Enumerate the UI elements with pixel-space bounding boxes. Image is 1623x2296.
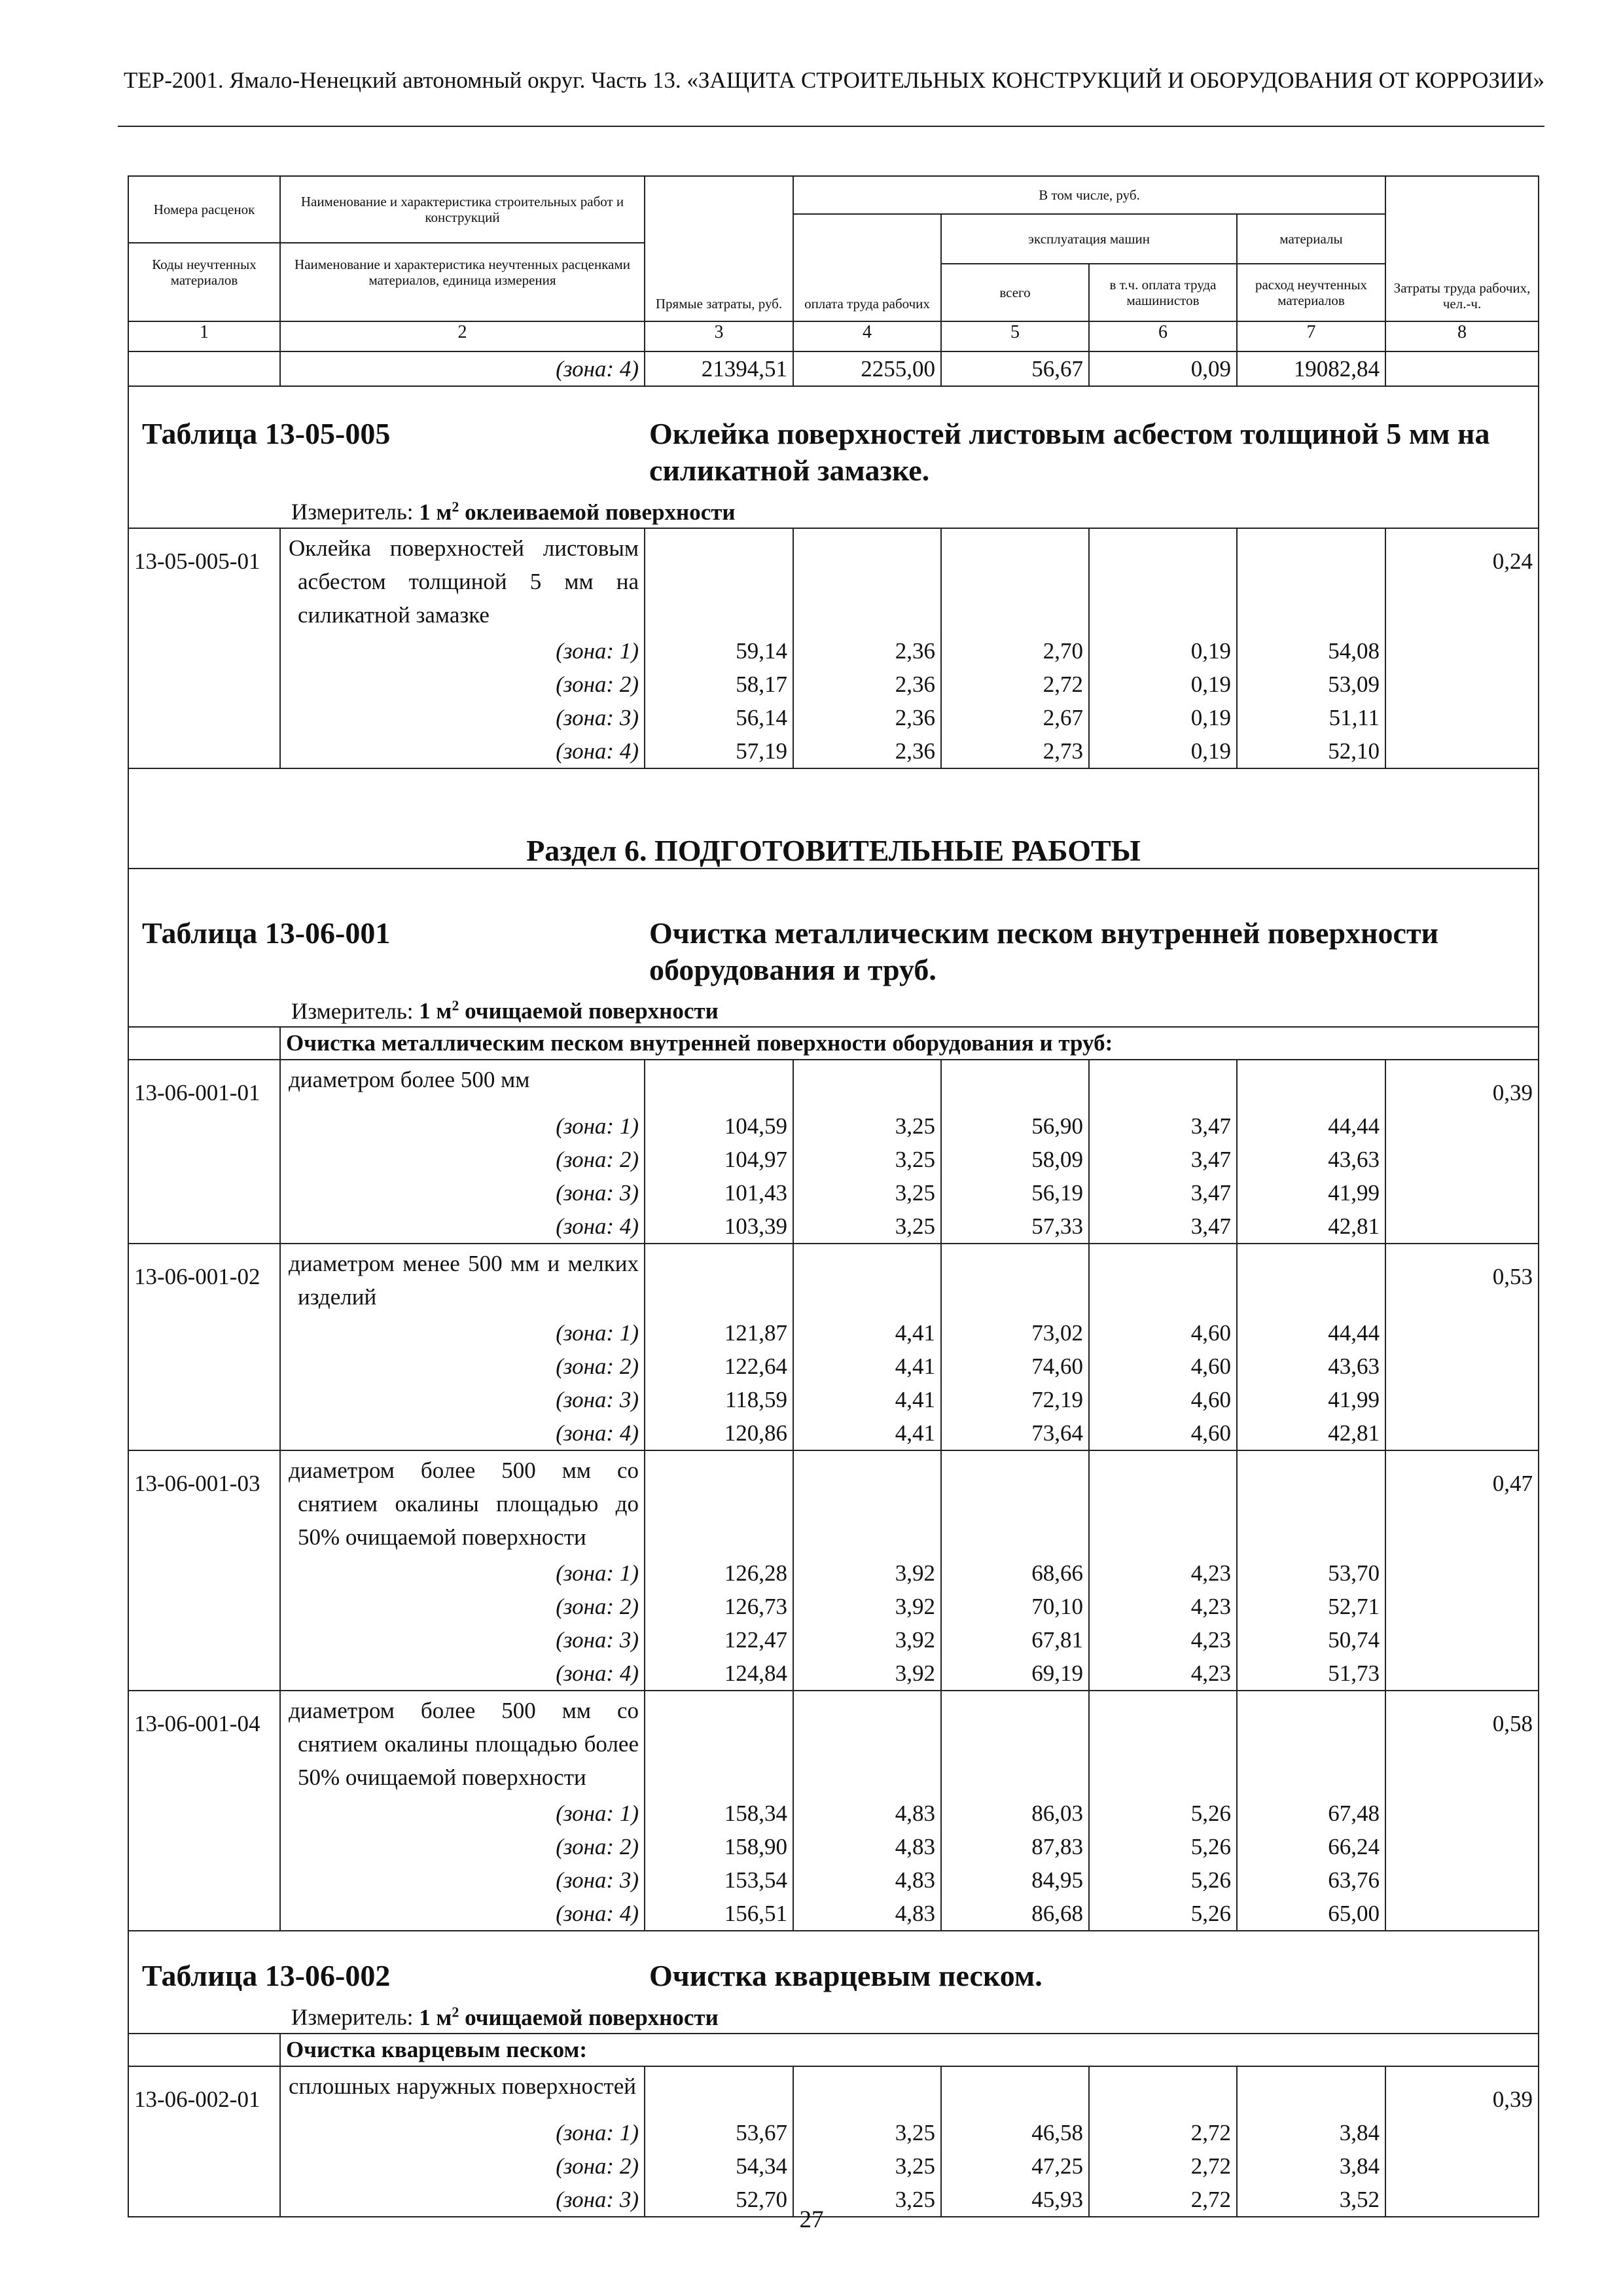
materials-cost: 66,24 bbox=[1237, 1830, 1385, 1863]
table-number: Таблица 13-05-005 bbox=[142, 417, 391, 450]
zone-row bbox=[128, 634, 1539, 668]
zone-label: (зона: 3) bbox=[280, 2183, 645, 2217]
materials-cost: 67,48 bbox=[1237, 1797, 1385, 1830]
section-title: Раздел 6. ПОДГОТОВИТЕЛЬНЫЕ РАБОТЫ bbox=[526, 833, 1141, 867]
direct-cost: 53,67 bbox=[645, 2116, 793, 2149]
materials-header: материалы bbox=[1237, 214, 1385, 264]
rate-row bbox=[128, 1691, 1539, 1797]
direct-cost: 158,34 bbox=[645, 1797, 793, 1830]
materials-cost: 44,44 bbox=[1237, 1316, 1385, 1350]
rate-description: Оклейка поверхностей листовым асбестом толщиной 5 мм на силикатной замазке bbox=[280, 528, 645, 634]
machines-total: 46,58 bbox=[941, 2116, 1089, 2149]
labor-pay: 2,36 bbox=[793, 668, 941, 701]
direct-cost: 104,59 bbox=[645, 1109, 793, 1143]
materials-cost: 41,99 bbox=[1237, 1176, 1385, 1210]
materials-cost: 43,63 bbox=[1237, 1350, 1385, 1383]
operators-pay: 5,26 bbox=[1089, 1863, 1237, 1897]
table-title-row bbox=[128, 1931, 1539, 2033]
zone-row bbox=[128, 1657, 1539, 1691]
zone-row bbox=[128, 734, 1539, 768]
rate-code: 13-06-001-01 bbox=[128, 1060, 280, 1109]
zone-label: (зона: 4) bbox=[280, 1416, 645, 1450]
labor-pay: 2255,00 bbox=[793, 351, 941, 386]
labor-pay: 3,25 bbox=[793, 2183, 941, 2217]
machines-total: 2,72 bbox=[941, 668, 1089, 701]
operators-pay: 0,19 bbox=[1089, 668, 1237, 701]
operators-pay: 4,23 bbox=[1089, 1590, 1237, 1623]
direct-cost: 153,54 bbox=[645, 1863, 793, 1897]
zone-label: (зона: 2) bbox=[280, 1350, 645, 1383]
operators-pay: 4,60 bbox=[1089, 1316, 1237, 1350]
labor-pay: 3,25 bbox=[793, 1143, 941, 1176]
group-title-row bbox=[128, 2034, 1539, 2066]
labor-pay: 3,92 bbox=[793, 1623, 941, 1657]
rate-description: диаметром более 500 мм со снятием окалины площадью до 50% очищаемой поверхности bbox=[280, 1450, 645, 1556]
labor-pay: 4,83 bbox=[793, 1797, 941, 1830]
machines-total: 69,19 bbox=[941, 1657, 1089, 1691]
header-divider bbox=[118, 126, 1544, 127]
carry-over-row bbox=[128, 351, 1539, 386]
zone-label: (зона: 2) bbox=[280, 668, 645, 701]
zone-row bbox=[128, 1863, 1539, 1897]
direct-cost: 54,34 bbox=[645, 2149, 793, 2183]
machines-total: 56,19 bbox=[941, 1176, 1089, 1210]
zone-label: (зона: 1) bbox=[280, 2116, 645, 2149]
col2-top-header: Наименование и характеристика строительных работ и конструкций bbox=[281, 177, 644, 243]
machines-total: 2,67 bbox=[941, 701, 1089, 734]
measure-suffix: очищаемой поверхности bbox=[465, 2004, 719, 2030]
direct-cost: 59,14 bbox=[645, 634, 793, 668]
col-number: 3 bbox=[645, 321, 793, 351]
zone-label: (зона: 4) bbox=[280, 351, 645, 386]
labor-pay: 4,41 bbox=[793, 1350, 941, 1383]
materials-cost: 50,74 bbox=[1237, 1623, 1385, 1657]
zone-row bbox=[128, 1830, 1539, 1863]
col5-header: всего bbox=[941, 264, 1089, 321]
rate-code: 13-06-001-04 bbox=[128, 1691, 280, 1797]
labor-hours: 0,39 bbox=[1385, 2066, 1539, 2116]
operators-pay: 5,26 bbox=[1089, 1897, 1237, 1931]
labor-pay: 3,25 bbox=[793, 1109, 941, 1143]
zone-row bbox=[128, 1109, 1539, 1143]
materials-cost: 53,70 bbox=[1237, 1556, 1385, 1590]
labor-hours: 0,58 bbox=[1385, 1691, 1539, 1797]
operators-pay: 0,19 bbox=[1089, 634, 1237, 668]
direct-cost: 104,97 bbox=[645, 1143, 793, 1176]
machines-total: 47,25 bbox=[941, 2149, 1089, 2183]
zone-row bbox=[128, 1143, 1539, 1176]
machines-total: 73,02 bbox=[941, 1316, 1089, 1350]
zone-row bbox=[128, 701, 1539, 734]
labor-hours: 0,53 bbox=[1385, 1244, 1539, 1316]
col7-header: расход неучтенных материалов bbox=[1237, 264, 1385, 321]
materials-cost: 19082,84 bbox=[1237, 351, 1385, 386]
zone-label: (зона: 2) bbox=[280, 2149, 645, 2183]
measure-unit bbox=[129, 1997, 1538, 2033]
machines-total: 2,70 bbox=[941, 634, 1089, 668]
measure-exponent: 2 bbox=[452, 997, 459, 1014]
operators-pay: 4,23 bbox=[1089, 1657, 1237, 1691]
machines-total: 73,64 bbox=[941, 1416, 1089, 1450]
zone-label: (зона: 3) bbox=[280, 1383, 645, 1416]
materials-cost: 52,71 bbox=[1237, 1590, 1385, 1623]
machines-total: 56,90 bbox=[941, 1109, 1089, 1143]
operators-pay: 5,26 bbox=[1089, 1830, 1237, 1863]
zone-label: (зона: 1) bbox=[280, 1556, 645, 1590]
measure-value: 1 м bbox=[419, 998, 452, 1024]
machines-total: 45,93 bbox=[941, 2183, 1089, 2217]
direct-cost: 58,17 bbox=[645, 668, 793, 701]
operators-pay: 0,19 bbox=[1089, 701, 1237, 734]
table-title: Очистка металлическим песком внутренней поверхности оборудования и труб. bbox=[649, 916, 1439, 986]
materials-cost: 51,11 bbox=[1237, 701, 1385, 734]
measure-exponent: 2 bbox=[452, 2003, 459, 2020]
direct-cost: 126,73 bbox=[645, 1590, 793, 1623]
materials-cost: 51,73 bbox=[1237, 1657, 1385, 1691]
measure-value: 1 м bbox=[419, 2004, 452, 2030]
labor-pay: 4,41 bbox=[793, 1416, 941, 1450]
machines-total: 56,67 bbox=[941, 351, 1089, 386]
direct-cost: 158,90 bbox=[645, 1830, 793, 1863]
labor-pay: 4,83 bbox=[793, 1863, 941, 1897]
zone-label: (зона: 4) bbox=[280, 1897, 645, 1931]
labor-pay: 3,25 bbox=[793, 2149, 941, 2183]
labor-hours: 0,47 bbox=[1385, 1450, 1539, 1556]
rate-code: 13-06-001-03 bbox=[128, 1450, 280, 1556]
zone-row bbox=[128, 1176, 1539, 1210]
machines-total: 67,81 bbox=[941, 1623, 1089, 1657]
zone-row bbox=[128, 1316, 1539, 1350]
labor-pay: 2,36 bbox=[793, 701, 941, 734]
col1-bottom-header: Коды неучтенных материалов bbox=[152, 257, 257, 288]
machines-total: 57,33 bbox=[941, 1210, 1089, 1244]
zone-label: (зона: 3) bbox=[280, 1863, 645, 1897]
labor-pay: 3,25 bbox=[793, 1176, 941, 1210]
zone-row bbox=[128, 2116, 1539, 2149]
zone-row bbox=[128, 1210, 1539, 1244]
labor-pay: 4,83 bbox=[793, 1830, 941, 1863]
zone-label: (зона: 2) bbox=[280, 1590, 645, 1623]
zone-label: (зона: 1) bbox=[280, 1797, 645, 1830]
direct-cost: 124,84 bbox=[645, 1657, 793, 1691]
materials-cost: 52,10 bbox=[1237, 734, 1385, 768]
labor-pay: 4,41 bbox=[793, 1383, 941, 1416]
zone-label: (зона: 4) bbox=[280, 1657, 645, 1691]
rate-code: 13-05-005-01 bbox=[128, 528, 280, 634]
rate-row bbox=[128, 1450, 1539, 1556]
rate-code: 13-06-001-02 bbox=[128, 1244, 280, 1316]
col-number: 6 bbox=[1089, 321, 1237, 351]
col8-header: Затраты труда рабочих, чел.-ч. bbox=[1385, 176, 1539, 321]
machines-header: эксплуатация машин bbox=[941, 214, 1237, 264]
materials-cost: 3,84 bbox=[1237, 2116, 1385, 2149]
col-number: 2 bbox=[280, 321, 645, 351]
direct-cost: 122,64 bbox=[645, 1350, 793, 1383]
col6-header: в т.ч. оплата труда машинистов bbox=[1089, 264, 1237, 321]
group-title-row bbox=[128, 1027, 1539, 1060]
zone-label: (зона: 1) bbox=[280, 1316, 645, 1350]
machines-total: 74,60 bbox=[941, 1350, 1089, 1383]
materials-cost: 42,81 bbox=[1237, 1416, 1385, 1450]
operators-pay: 0,09 bbox=[1089, 351, 1237, 386]
rate-row bbox=[128, 1244, 1539, 1316]
table-title: Оклейка поверхностей листовым асбестом толщиной 5 мм на силикатной замазке. bbox=[649, 417, 1490, 487]
zone-row bbox=[128, 1797, 1539, 1830]
direct-cost: 57,19 bbox=[645, 734, 793, 768]
operators-pay: 2,72 bbox=[1089, 2183, 1237, 2217]
materials-cost: 43,63 bbox=[1237, 1143, 1385, 1176]
zone-row bbox=[128, 1590, 1539, 1623]
rate-row bbox=[128, 2066, 1539, 2116]
rate-code: 13-06-002-01 bbox=[128, 2066, 280, 2116]
section-row bbox=[128, 768, 1539, 869]
column-numbers-row bbox=[128, 321, 1539, 351]
zone-label: (зона: 1) bbox=[280, 634, 645, 668]
table-title: Очистка кварцевым песком. bbox=[649, 1959, 1043, 1993]
machines-total: 84,95 bbox=[941, 1863, 1089, 1897]
rate-description: сплошных наружных поверхностей bbox=[280, 2066, 645, 2116]
zone-row bbox=[128, 1623, 1539, 1657]
labor-pay: 2,36 bbox=[793, 634, 941, 668]
zone-label: (зона: 3) bbox=[280, 701, 645, 734]
rate-description: диаметром более 500 мм со снятием окалины площадью более 50% очищаемой поверхности bbox=[280, 1691, 645, 1797]
direct-cost: 126,28 bbox=[645, 1556, 793, 1590]
labor-pay: 3,92 bbox=[793, 1657, 941, 1691]
labor-hours: 0,24 bbox=[1385, 528, 1539, 634]
measure-suffix: оклеиваемой поверхности bbox=[465, 499, 736, 525]
materials-cost: 53,09 bbox=[1237, 668, 1385, 701]
machines-total: 68,66 bbox=[941, 1556, 1089, 1590]
col-number: 5 bbox=[941, 321, 1089, 351]
col-number: 1 bbox=[128, 321, 280, 351]
measure-unit bbox=[129, 492, 1538, 528]
machines-total: 58,09 bbox=[941, 1143, 1089, 1176]
measure-value: 1 м bbox=[419, 499, 452, 525]
direct-cost: 122,47 bbox=[645, 1623, 793, 1657]
operators-pay: 2,72 bbox=[1089, 2149, 1237, 2183]
col-number: 8 bbox=[1385, 321, 1539, 351]
zone-label: (зона: 2) bbox=[280, 1143, 645, 1176]
materials-cost: 3,52 bbox=[1237, 2183, 1385, 2217]
rate-row bbox=[128, 1060, 1539, 1109]
page-number: 27 bbox=[799, 2206, 824, 2233]
direct-cost: 56,14 bbox=[645, 701, 793, 734]
rates-table bbox=[128, 175, 1539, 2217]
machines-total: 87,83 bbox=[941, 1830, 1089, 1863]
measure-prefix: Измеритель: bbox=[291, 2004, 414, 2030]
measure-prefix: Измеритель: bbox=[291, 998, 414, 1024]
rate-description: диаметром более 500 мм bbox=[280, 1060, 645, 1109]
zone-row bbox=[128, 1556, 1539, 1590]
materials-cost: 54,08 bbox=[1237, 634, 1385, 668]
labor-hours: 0,39 bbox=[1385, 1060, 1539, 1109]
rate-row bbox=[128, 528, 1539, 634]
operators-pay: 3,47 bbox=[1089, 1176, 1237, 1210]
zone-label: (зона: 1) bbox=[280, 1109, 645, 1143]
col2-bottom-header: Наименование и характеристика неучтенных расценками материалов, единица измерения bbox=[294, 257, 630, 288]
zone-row bbox=[128, 1416, 1539, 1450]
labor-pay: 3,92 bbox=[793, 1556, 941, 1590]
operators-pay: 4,23 bbox=[1089, 1623, 1237, 1657]
operators-pay: 3,47 bbox=[1089, 1143, 1237, 1176]
col-number: 4 bbox=[793, 321, 941, 351]
machines-total: 72,19 bbox=[941, 1383, 1089, 1416]
col1-top-header: Номера расценок bbox=[129, 177, 279, 243]
direct-cost: 156,51 bbox=[645, 1897, 793, 1931]
zone-row bbox=[128, 1897, 1539, 1931]
operators-pay: 4,60 bbox=[1089, 1383, 1237, 1416]
materials-cost: 65,00 bbox=[1237, 1897, 1385, 1931]
operators-pay: 2,72 bbox=[1089, 2116, 1237, 2149]
table-title-row bbox=[128, 869, 1539, 1027]
measure-unit bbox=[129, 991, 1538, 1027]
operators-pay: 4,60 bbox=[1089, 1416, 1237, 1450]
operators-pay: 3,47 bbox=[1089, 1210, 1237, 1244]
col4-header: оплата труда рабочих bbox=[793, 214, 941, 321]
zone-label: (зона: 4) bbox=[280, 1210, 645, 1244]
machines-total: 86,03 bbox=[941, 1797, 1089, 1830]
group-title: Очистка металлическим песком внутренней поверхности оборудования и труб: bbox=[280, 1027, 1539, 1060]
direct-cost: 52,70 bbox=[645, 2183, 793, 2217]
machines-total: 86,68 bbox=[941, 1897, 1089, 1931]
col3-header: Прямые затраты, руб. bbox=[645, 176, 793, 321]
labor-pay: 3,92 bbox=[793, 1590, 941, 1623]
measure-prefix: Измеритель: bbox=[291, 499, 414, 525]
operators-pay: 4,60 bbox=[1089, 1350, 1237, 1383]
operators-pay: 0,19 bbox=[1089, 734, 1237, 768]
table-number: Таблица 13-06-001 bbox=[142, 916, 391, 950]
labor-pay: 2,36 bbox=[793, 734, 941, 768]
page-header: ТЕР-2001. Ямало-Ненецкий автономный округ. Часть 13. «ЗАЩИТА СТРОИТЕЛЬНЫХ КОНСТРУКЦИЙ И ОБОРУДОВАНИЯ ОТ КОРРОЗИИ» bbox=[124, 67, 1544, 93]
direct-cost: 101,43 bbox=[645, 1176, 793, 1210]
materials-cost: 42,81 bbox=[1237, 1210, 1385, 1244]
machines-total: 70,10 bbox=[941, 1590, 1089, 1623]
materials-cost: 63,76 bbox=[1237, 1863, 1385, 1897]
operators-pay: 3,47 bbox=[1089, 1109, 1237, 1143]
zone-label: (зона: 3) bbox=[280, 1623, 645, 1657]
zone-row bbox=[128, 1350, 1539, 1383]
measure-exponent: 2 bbox=[452, 498, 459, 514]
zone-row bbox=[128, 668, 1539, 701]
machines-total: 2,73 bbox=[941, 734, 1089, 768]
measure-suffix: очищаемой поверхности bbox=[465, 998, 719, 1024]
direct-cost: 103,39 bbox=[645, 1210, 793, 1244]
table-title-row bbox=[128, 386, 1539, 528]
zone-label: (зона: 4) bbox=[280, 734, 645, 768]
zone-row bbox=[128, 2149, 1539, 2183]
zone-label: (зона: 3) bbox=[280, 1176, 645, 1210]
labor-pay: 4,83 bbox=[793, 1897, 941, 1931]
direct-cost: 120,86 bbox=[645, 1416, 793, 1450]
materials-cost: 3,84 bbox=[1237, 2149, 1385, 2183]
incl-header: В том числе, руб. bbox=[793, 176, 1385, 214]
direct-cost: 21394,51 bbox=[645, 351, 793, 386]
labor-pay: 3,25 bbox=[793, 1210, 941, 1244]
labor-pay: 3,25 bbox=[793, 2116, 941, 2149]
group-title: Очистка кварцевым песком: bbox=[280, 2034, 1539, 2066]
zone-row bbox=[128, 1383, 1539, 1416]
materials-cost: 41,99 bbox=[1237, 1383, 1385, 1416]
operators-pay: 5,26 bbox=[1089, 1797, 1237, 1830]
rate-description: диаметром менее 500 мм и мелких изделий bbox=[280, 1244, 645, 1316]
direct-cost: 121,87 bbox=[645, 1316, 793, 1350]
col-number: 7 bbox=[1237, 321, 1385, 351]
direct-cost: 118,59 bbox=[645, 1383, 793, 1416]
zone-label: (зона: 2) bbox=[280, 1830, 645, 1863]
materials-cost: 44,44 bbox=[1237, 1109, 1385, 1143]
labor-pay: 4,41 bbox=[793, 1316, 941, 1350]
table-number: Таблица 13-06-002 bbox=[142, 1959, 391, 1993]
operators-pay: 4,23 bbox=[1089, 1556, 1237, 1590]
